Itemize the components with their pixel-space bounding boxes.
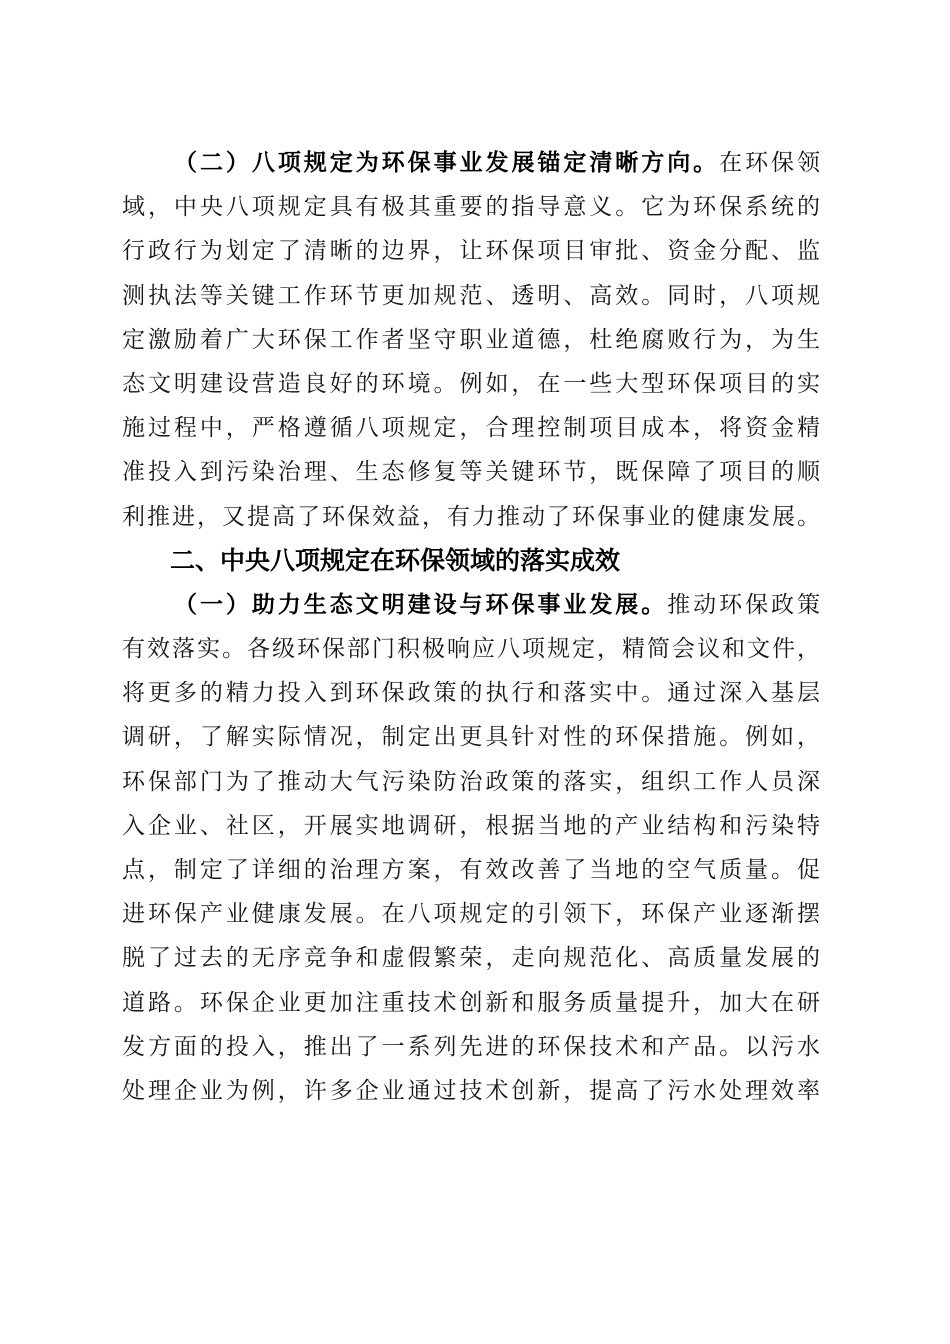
text-line: 调研，了解实际情况，制定出更具针对性的环保措施。例如， — [122, 724, 820, 751]
text-line: 发方面的投入，推出了一系列先进的环保技术和产品。以污水 — [122, 1033, 820, 1060]
paragraph-2-lead-heading: （一）助力生态文明建设与环保事业发展。 — [174, 590, 668, 618]
text-line: 点，制定了详细的治理方案，有效改善了当地的空气质量。促 — [122, 857, 820, 883]
text-line: 脱了过去的无序竞争和虚假繁荣，走向规范化、高质量发展的 — [122, 945, 820, 972]
paragraph-1-line-1 — [122, 141, 820, 185]
text-line: 处理企业为例，许多企业通过技术创新，提高了污水处理效率 — [122, 1077, 820, 1104]
paragraph-2-line-1-text: 推动环保政策 — [667, 591, 821, 618]
text-line: 将更多的精力投入到环保政策的执行和落实中。通过深入基层 — [122, 680, 820, 707]
text-line: 行政行为划定了清晰的边界，让环保项目审批、资金分配、监 — [122, 238, 820, 265]
text-line: 利推进，又提高了环保效益，有力推动了环保事业的健康发展。 — [122, 503, 820, 530]
text-line: 准投入到污染治理、生态修复等关键环节，既保障了项目的顺 — [122, 459, 820, 486]
document-body — [122, 141, 820, 1113]
text-line: 道路。环保企业更加注重技术创新和服务质量提升，加大在研 — [122, 989, 820, 1016]
text-line: 进环保产业健康发展。在八项规定的引领下，环保产业逐渐摆 — [122, 901, 820, 928]
text-line: 定激励着广大环保工作者坚守职业道德，杜绝腐败行为，为生 — [122, 326, 820, 353]
text-line: 域，中央八项规定具有极其重要的指导意义。它为环保系统的 — [122, 194, 820, 221]
paragraph-1-line-1-text: 在环保领 — [719, 150, 821, 176]
paragraph-1-lead-heading: （二）八项规定为环保事业发展锚定清晰方向。 — [174, 149, 720, 176]
text-line: 测执法等关键工作环节更加规范、透明、高效。同时，八项规 — [122, 282, 820, 309]
text-line: 环保部门为了推动大气污染防治政策的落实，组织工作人员深 — [122, 768, 820, 795]
paragraph-2-line-1 — [122, 583, 820, 627]
text-line: 入企业、社区，开展实地调研，根据当地的产业结构和污染特 — [122, 812, 820, 839]
text-line: 施过程中，严格遵循八项规定，合理控制项目成本，将资金精 — [122, 415, 820, 442]
text-line: 有效落实。各级环保部门积极响应八项规定，精简会议和文件， — [122, 636, 820, 663]
section-heading: 二、中央八项规定在环保领域的落实成效 — [170, 545, 621, 575]
text-line: 态文明建设营造良好的环境。例如，在一些大型环保项目的实 — [122, 370, 820, 397]
